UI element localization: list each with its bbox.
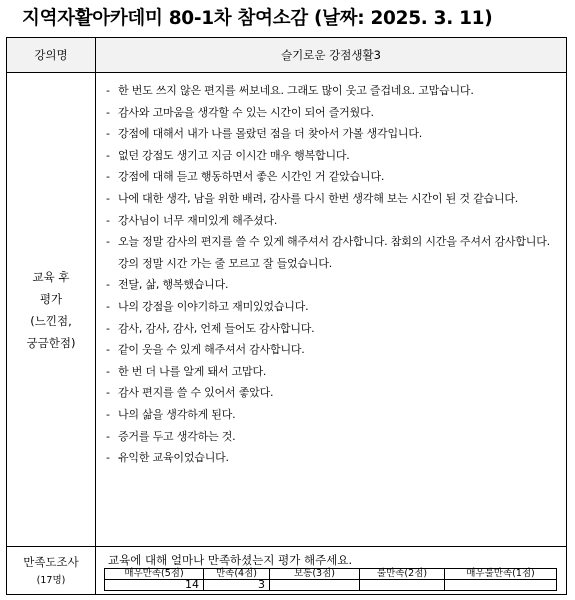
feedback-list <box>106 80 556 469</box>
course-name: 슬기로운 강점생활3 <box>281 48 381 62</box>
satisfaction-value-row <box>105 580 556 590</box>
evaluation-label-line: 평가 <box>39 291 63 306</box>
list-item: - 증거를 두고 생각하는 것. <box>106 429 236 443</box>
evaluation-label-line: (느낀점, <box>30 313 72 328</box>
list-item: - 같이 웃을 수 있게 해주셔서 감사합니다. <box>106 343 305 357</box>
satisfaction-content <box>96 547 566 594</box>
list-item: - 감사, 감사, 감사, 언제 들어도 감사합니다. <box>106 321 315 335</box>
value-cell <box>360 580 445 590</box>
course-row <box>7 38 566 73</box>
header-cell: 매우만족(5점) <box>105 569 204 579</box>
list-item: - 나에 대한 생각, 남을 위한 배려, 감사를 다시 한번 생각해 보는 시간이 된 것 같습니다. <box>106 191 519 205</box>
list-item: - 없던 강점도 생기고 지금 이시간 매우 행복합니다. <box>106 148 350 162</box>
evaluation-label <box>7 73 96 546</box>
satisfaction-label-cell <box>7 547 96 594</box>
value-cell: 3 <box>204 580 270 590</box>
course-label: 강의명 <box>7 38 96 72</box>
header-cell: 만족(4점) <box>204 569 270 579</box>
satisfaction-label: 만족도조사 <box>23 554 79 569</box>
page-title: 지역자활아카데미 80-1차 참여소감 (날짜: 2025. 3. 11) <box>22 8 493 29</box>
list-item: - 강점에 대해서 내가 나를 몰랐던 점을 더 찾아서 가볼 생각입니다. <box>106 127 423 141</box>
list-item: - 한 번 더 나를 알게 돼서 고맙다. <box>106 364 267 378</box>
list-item: - 강사님이 너무 재미있게 해주셨다. <box>106 213 278 227</box>
value-cell <box>445 580 556 590</box>
list-item: - 유익한 교육이었습니다. <box>106 451 229 465</box>
list-item: - 감사와 고마움을 생각할 수 있는 시간이 되어 즐거웠다. <box>106 105 374 119</box>
header-cell: 보통(3점) <box>270 569 360 579</box>
list-item: - 감사 편지를 쓸 수 있어서 좋았다. <box>106 386 274 400</box>
evaluation-form <box>6 37 567 595</box>
list-item: - 나의 강점을 이야기하고 재미있었습니다. <box>106 299 309 313</box>
list-item: - 오늘 정말 감사의 편지를 쓸 수 있게 해주셔서 감사합니다. 참회의 시간을 주셔서 감사합니다. 강의 정말 시간 가는 줄 모르고 잘 들었습니다. <box>106 235 550 270</box>
evaluation-label-line: 교육 후 <box>32 269 70 284</box>
respondent-count: (17명) <box>36 574 66 586</box>
evaluation-label-line: 궁금한점) <box>26 335 76 350</box>
satisfaction-header-row <box>105 569 556 580</box>
header-cell: 매우불만족(1점) <box>466 568 535 579</box>
satisfaction-row <box>7 547 566 594</box>
header-cell: 불만족(2점) <box>360 569 445 579</box>
list-item: - 전달, 삶, 행복했습니다. <box>106 278 229 292</box>
value-cell: 14 <box>105 580 204 590</box>
list-item: - 강점에 대해 듣고 행동하면서 좋은 시간인 거 같았습니다. <box>106 170 385 184</box>
evaluation-row <box>7 73 566 547</box>
satisfaction-question: 교육에 대해 얼마나 만족하셨는지 평가 해주세요. <box>108 553 353 567</box>
value-cell <box>270 580 360 590</box>
list-item: - 한 번도 쓰지 않은 편지를 써보네요. 그래도 많이 웃고 즐겁네요. 고맙습니다. <box>106 84 474 97</box>
list-item: - 나의 삶을 생각하게 된다. <box>106 407 236 421</box>
satisfaction-table <box>104 568 557 591</box>
evaluation-content <box>96 73 566 546</box>
